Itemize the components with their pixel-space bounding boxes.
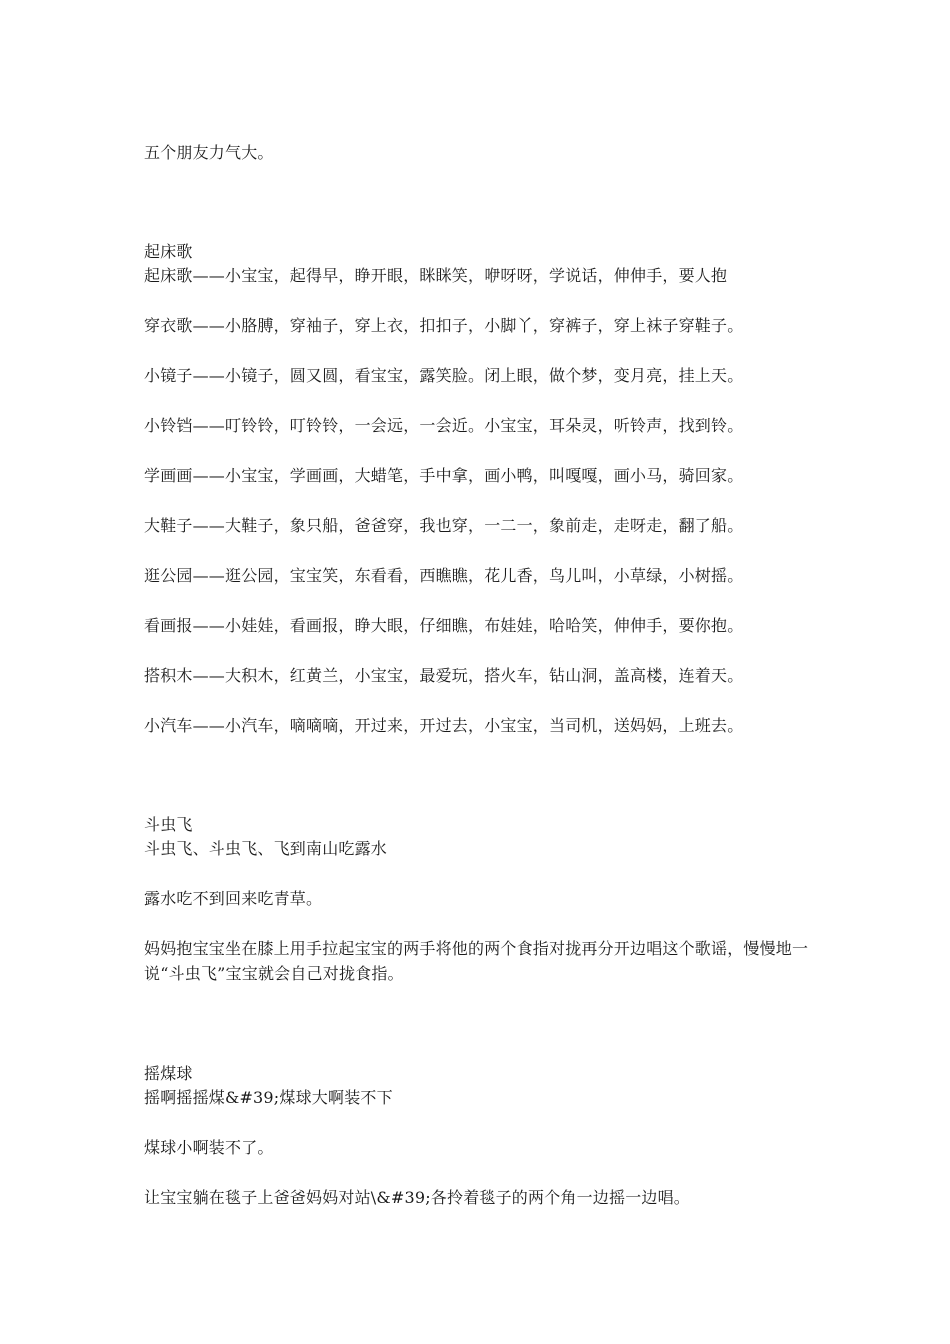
verse-line: 起床歌——小宝宝，起得早，睁开眼，眯眯笑，咿呀呀，学说话，伸伸手，要人抱 — [144, 266, 728, 285]
verse-line: 小镜子——小镜子，圆又圆，看宝宝，露笑脸。闭上眼，做个梦，变月亮，挂上天。 — [144, 366, 744, 385]
verse-line: 煤球小啊装不了。 — [144, 1138, 274, 1157]
instruction-paragraph: 妈妈抱宝宝坐在膝上用手拉起宝宝的两手将他的两个食指对拢再分开边唱这个歌谣，慢慢地一说“斗虫飞”宝宝就会自己对拢食指。 — [144, 939, 809, 983]
verse-line: 大鞋子——大鞋子，象只船，爸爸穿，我也穿，一二一，象前走，走呀走，翻了船。 — [144, 516, 744, 535]
verse-line: 小铃铛——叮铃铃，叮铃铃，一会远，一会近。小宝宝，耳朵灵，听铃声，找到铃。 — [144, 416, 744, 435]
section-title-yaomeiqiu: 摇煤球 — [144, 1064, 193, 1083]
verse-line: 看画报——小娃娃，看画报，睁大眼，仔细瞧，布娃娃，哈哈笑，伸伸手，要你抱。 — [144, 616, 744, 635]
verse-line: 穿衣歌——小胳膊，穿袖子，穿上衣，扣扣子，小脚丫，穿裤子，穿上袜子穿鞋子。 — [144, 316, 744, 335]
instruction-line: 让宝宝躺在毯子上爸爸妈妈对站\&#39;各拎着毯子的两个角一边摇一边唱。 — [144, 1188, 690, 1207]
verse-line: 摇啊摇摇煤&#39;煤球大啊装不下 — [144, 1088, 393, 1107]
verse-line: 露水吃不到回来吃青草。 — [144, 889, 323, 908]
section-title-qichuang: 起床歌 — [144, 242, 193, 261]
verse-line: 搭积木——大积木，红黄兰，小宝宝，最爱玩，搭火车，钻山洞，盖高楼，连着天。 — [144, 666, 744, 685]
verse-line: 逛公园——逛公园，宝宝笑，东看看，西瞧瞧，花儿香，鸟儿叫，小草绿，小树摇。 — [144, 566, 744, 585]
verse-line: 学画画——小宝宝，学画画，大蜡笔，手中拿，画小鸭，叫嘎嘎，画小马，骑回家。 — [144, 466, 744, 485]
section-title-douchongfei: 斗虫飞 — [144, 815, 193, 834]
verse-line: 斗虫飞、斗虫飞、飞到南山吃露水 — [144, 839, 388, 858]
verse-line: 小汽车——小汽车，嘀嘀嘀，开过来，开过去，小宝宝，当司机，送妈妈，上班去。 — [144, 716, 744, 735]
intro-line: 五个朋友力气大。 — [144, 143, 274, 162]
